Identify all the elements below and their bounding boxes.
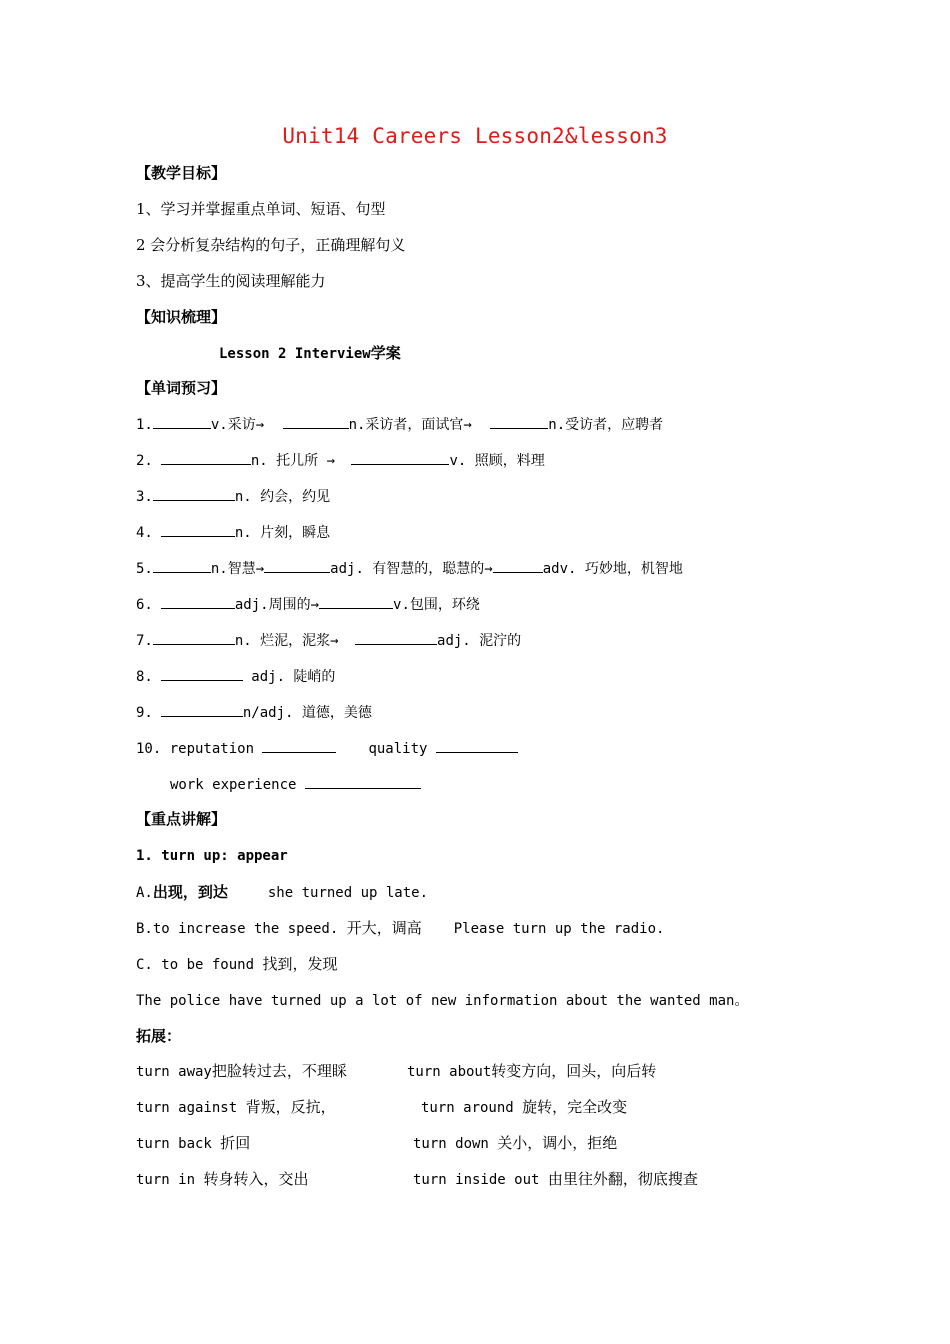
vocab-text: n. 约会，约见 [234, 489, 331, 505]
phrase-en: turn about [407, 1064, 492, 1080]
meaning-a [136, 882, 428, 903]
section-heading-knowledge: 【知识梳理】 [136, 308, 227, 326]
phrase-en: turn back [136, 1136, 221, 1152]
fill-blank[interactable] [153, 486, 235, 501]
vocab-text: adj. 泥泞的 [437, 633, 522, 649]
meaning-example: The police have turned up a lot of new information about the wanted man。 [136, 993, 749, 1009]
lesson-subtitle [219, 343, 401, 364]
vocab-num: 3. [136, 489, 153, 505]
phrase-en: turn inside out [413, 1172, 548, 1188]
vocab-item-10-cont [170, 774, 421, 795]
meaning-b [136, 918, 664, 939]
objective-2: 2 会分析复杂结构的句子，正确理解句义 [136, 236, 406, 254]
objective-1: 1、学习并掌握重点单词、短语、句型 [136, 200, 386, 218]
vocab-num: 9. [136, 705, 153, 721]
fill-blank[interactable] [161, 594, 235, 609]
vocab-item-8 [136, 666, 335, 687]
vocab-num: 7. [136, 633, 153, 649]
vocab-text: n. 烂泥，泥浆→ [234, 633, 348, 649]
phrase-cn: 转变方向，回头，向后转 [491, 1062, 657, 1080]
vocab-num: 4. [136, 525, 153, 541]
phrase-en: turn in [136, 1172, 204, 1188]
vocab-text: adj. 有智慧的，聪慧的→ [330, 561, 493, 577]
vocab-item-1 [136, 414, 663, 435]
fill-blank[interactable] [351, 450, 449, 465]
fill-blank[interactable] [264, 558, 330, 573]
vocab-item-6 [136, 594, 480, 615]
phrase-row [407, 1061, 656, 1082]
vocab-item-7 [136, 630, 521, 651]
fill-blank[interactable] [305, 774, 421, 789]
fill-blank[interactable] [262, 738, 336, 753]
phrase-en: turn around [421, 1100, 523, 1116]
meaning-c-example [136, 990, 748, 1011]
phrase-row [136, 1061, 347, 1082]
vocab-item-4 [136, 522, 330, 543]
fill-blank[interactable] [153, 414, 211, 429]
vocab-num: 5. [136, 561, 153, 577]
lesson-title-en: Lesson 2 Interview [219, 346, 371, 362]
phrase-cn: 折回 [220, 1134, 251, 1152]
phrase-cn: 转身转入，交出 [203, 1170, 309, 1188]
meaning-c [136, 954, 337, 975]
phrase-cn: 由里往外翻，彻底搜查 [547, 1170, 698, 1188]
meaning-example: she turned up late. [267, 885, 429, 901]
vocab-text: reputation [169, 741, 263, 757]
meaning-en: B.to increase the speed. [136, 921, 347, 937]
fill-blank[interactable] [436, 738, 518, 753]
lesson-title-cn: 学案 [370, 344, 401, 362]
vocab-text: quality [368, 741, 436, 757]
vocab-num: 1. [136, 417, 153, 433]
vocab-num: 2. [136, 453, 153, 469]
vocab-text: n.智慧→ [210, 561, 265, 577]
vocab-text: n. 片刻，瞬息 [234, 525, 331, 541]
fill-blank[interactable] [283, 414, 349, 429]
objective-3: 3、提高学生的阅读理解能力 [136, 272, 326, 290]
phrase-row [136, 1097, 336, 1118]
fill-blank[interactable] [493, 558, 543, 573]
meaning-cn: 开大，调高 [346, 919, 422, 937]
phrase-cn: 旋转，完全改变 [522, 1098, 628, 1116]
vocab-item-5 [136, 558, 683, 579]
meaning-example: Please turn up the radio. [453, 921, 665, 937]
meaning-cn: 找到，发现 [262, 955, 338, 973]
vocab-text: n/adj. 道德，美德 [242, 705, 372, 721]
section-heading-vocab: 【单词预习】 [136, 379, 227, 397]
section-heading-objectives: 【教学目标】 [136, 164, 227, 182]
phrase-row [136, 1169, 308, 1190]
vocab-text: n. 托儿所 → [250, 453, 344, 469]
fill-blank[interactable] [319, 594, 393, 609]
vocab-text: work experience [170, 777, 305, 793]
fill-blank[interactable] [161, 522, 235, 537]
meaning-en: C. to be found [136, 957, 263, 973]
keypoint-1-title: 1. turn up: appear [136, 848, 288, 864]
fill-blank[interactable] [161, 666, 243, 681]
phrase-cn: 把脸转过去，不理睬 [211, 1062, 347, 1080]
vocab-num: 8. [136, 669, 153, 685]
phrase-en: turn away [136, 1064, 212, 1080]
vocab-item-2 [136, 450, 545, 471]
vocab-text: n.受访者，应聘者 [548, 417, 664, 433]
fill-blank[interactable] [161, 702, 243, 717]
fill-blank[interactable] [153, 630, 235, 645]
section-heading-keypoints: 【重点讲解】 [136, 810, 227, 828]
fill-blank[interactable] [355, 630, 437, 645]
phrase-row [421, 1097, 627, 1118]
extension-heading: 拓展： [136, 1027, 182, 1045]
vocab-item-9 [136, 702, 372, 723]
vocab-text: v.包围，环绕 [393, 597, 480, 613]
vocab-text: adv. 巧妙地，机智地 [542, 561, 683, 577]
phrase-row [413, 1169, 698, 1190]
phrase-row [136, 1133, 250, 1154]
fill-blank[interactable] [161, 450, 251, 465]
vocab-num: 10. [136, 741, 170, 757]
vocab-num: 6. [136, 597, 153, 613]
vocab-text: v. 照顾，料理 [449, 453, 545, 469]
meaning-cn: 出现，到达 [152, 883, 228, 901]
phrase-cn: 关小，调小，拒绝 [497, 1134, 618, 1152]
phrase-cn: 背叛，反抗， [245, 1098, 336, 1116]
phrase-row [413, 1133, 617, 1154]
meaning-label: A. [136, 885, 153, 901]
page-title: Unit14 Careers Lesson2&lesson3 [282, 124, 668, 148]
fill-blank[interactable] [153, 558, 211, 573]
phrase-en: turn against [136, 1100, 246, 1116]
phrase-en: turn down [413, 1136, 498, 1152]
vocab-item-3 [136, 486, 330, 507]
fill-blank[interactable] [490, 414, 548, 429]
vocab-text: adj. 陡峭的 [242, 669, 336, 685]
vocab-item-10 [136, 738, 518, 759]
vocab-text: n.采访者，面试官→ [348, 417, 481, 433]
vocab-text: v.采访→ [210, 417, 273, 433]
vocab-text: adj.周围的→ [234, 597, 320, 613]
